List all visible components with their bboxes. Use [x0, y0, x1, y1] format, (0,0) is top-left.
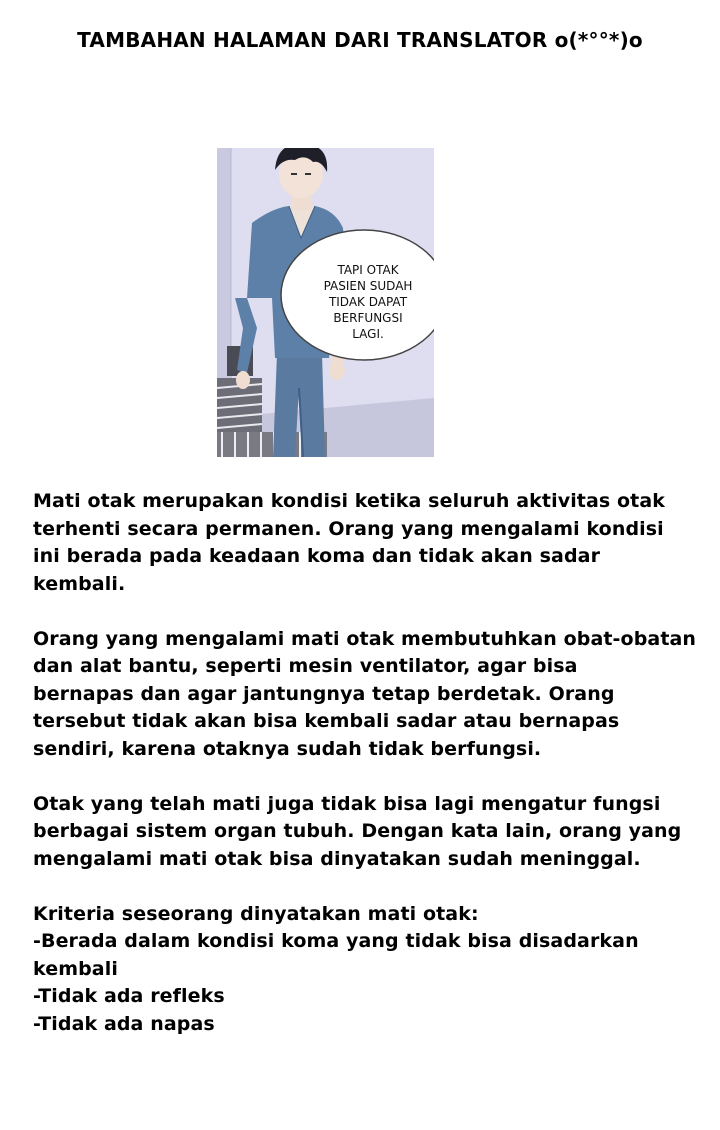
bubble-line: PASIEN SUDAH: [323, 279, 413, 293]
article-body: [33, 488, 713, 1066]
bubble-line: BERFUNGSI: [333, 311, 403, 325]
text-line: Otak yang telah mati juga tidak bisa lagi mengatur fungsi: [33, 792, 661, 815]
list-item-continuation: kembali: [33, 957, 118, 980]
text-line: kembali.: [33, 572, 126, 595]
bubble-line: TAPI OTAK: [337, 263, 399, 277]
text-line: bernapas dan agar jantungnya tetap berdetak. Orang: [33, 682, 615, 705]
paragraph-life-support: [33, 626, 713, 764]
speech-bubble-text: [290, 262, 446, 342]
text-line: ini berada pada keadaan koma dan tidak akan sadar: [33, 545, 601, 567]
text-line: berbagai sistem organ tubuh. Dengan kata lain, orang yang: [33, 820, 682, 842]
paragraph-organ-function: [33, 791, 713, 874]
text-line: Mati otak merupakan kondisi ketika seluruh aktivitas otak: [33, 490, 666, 512]
bubble-line: LAGI.: [352, 327, 384, 341]
bubble-line: TIDAK DAPAT: [328, 295, 408, 309]
text-line: mengalami mati otak bisa dinyatakan sudah meninggal.: [33, 847, 641, 870]
text-line: dan alat bantu, seperti mesin ventilator, agar bisa: [33, 655, 578, 677]
list-item: -Tidak ada napas: [33, 1012, 215, 1035]
list-item: -Tidak ada refleks: [33, 985, 225, 1007]
text-line: tersebut tidak akan bisa kembali sadar atau bernapas: [33, 710, 620, 732]
paragraph-criteria-list: [33, 901, 713, 1039]
page-title: TAMBAHAN HALAMAN DARI TRANSLATOR o(*°°*)o: [77, 28, 643, 52]
text-line: Kriteria seseorang dinyatakan mati otak:: [33, 902, 479, 925]
paragraph-brain-death-definition: [33, 488, 713, 598]
text-line: sendiri, karena otaknya sudah tidak berfungsi.: [33, 737, 542, 760]
text-line: terhenti secara permanen. Orang yang mengalami kondisi: [33, 517, 664, 540]
text-line: Orang yang mengalami mati otak membutuhkan obat-obatan: [33, 627, 697, 650]
list-item: -Berada dalam kondisi koma yang tidak bisa disadarkan: [33, 930, 639, 952]
